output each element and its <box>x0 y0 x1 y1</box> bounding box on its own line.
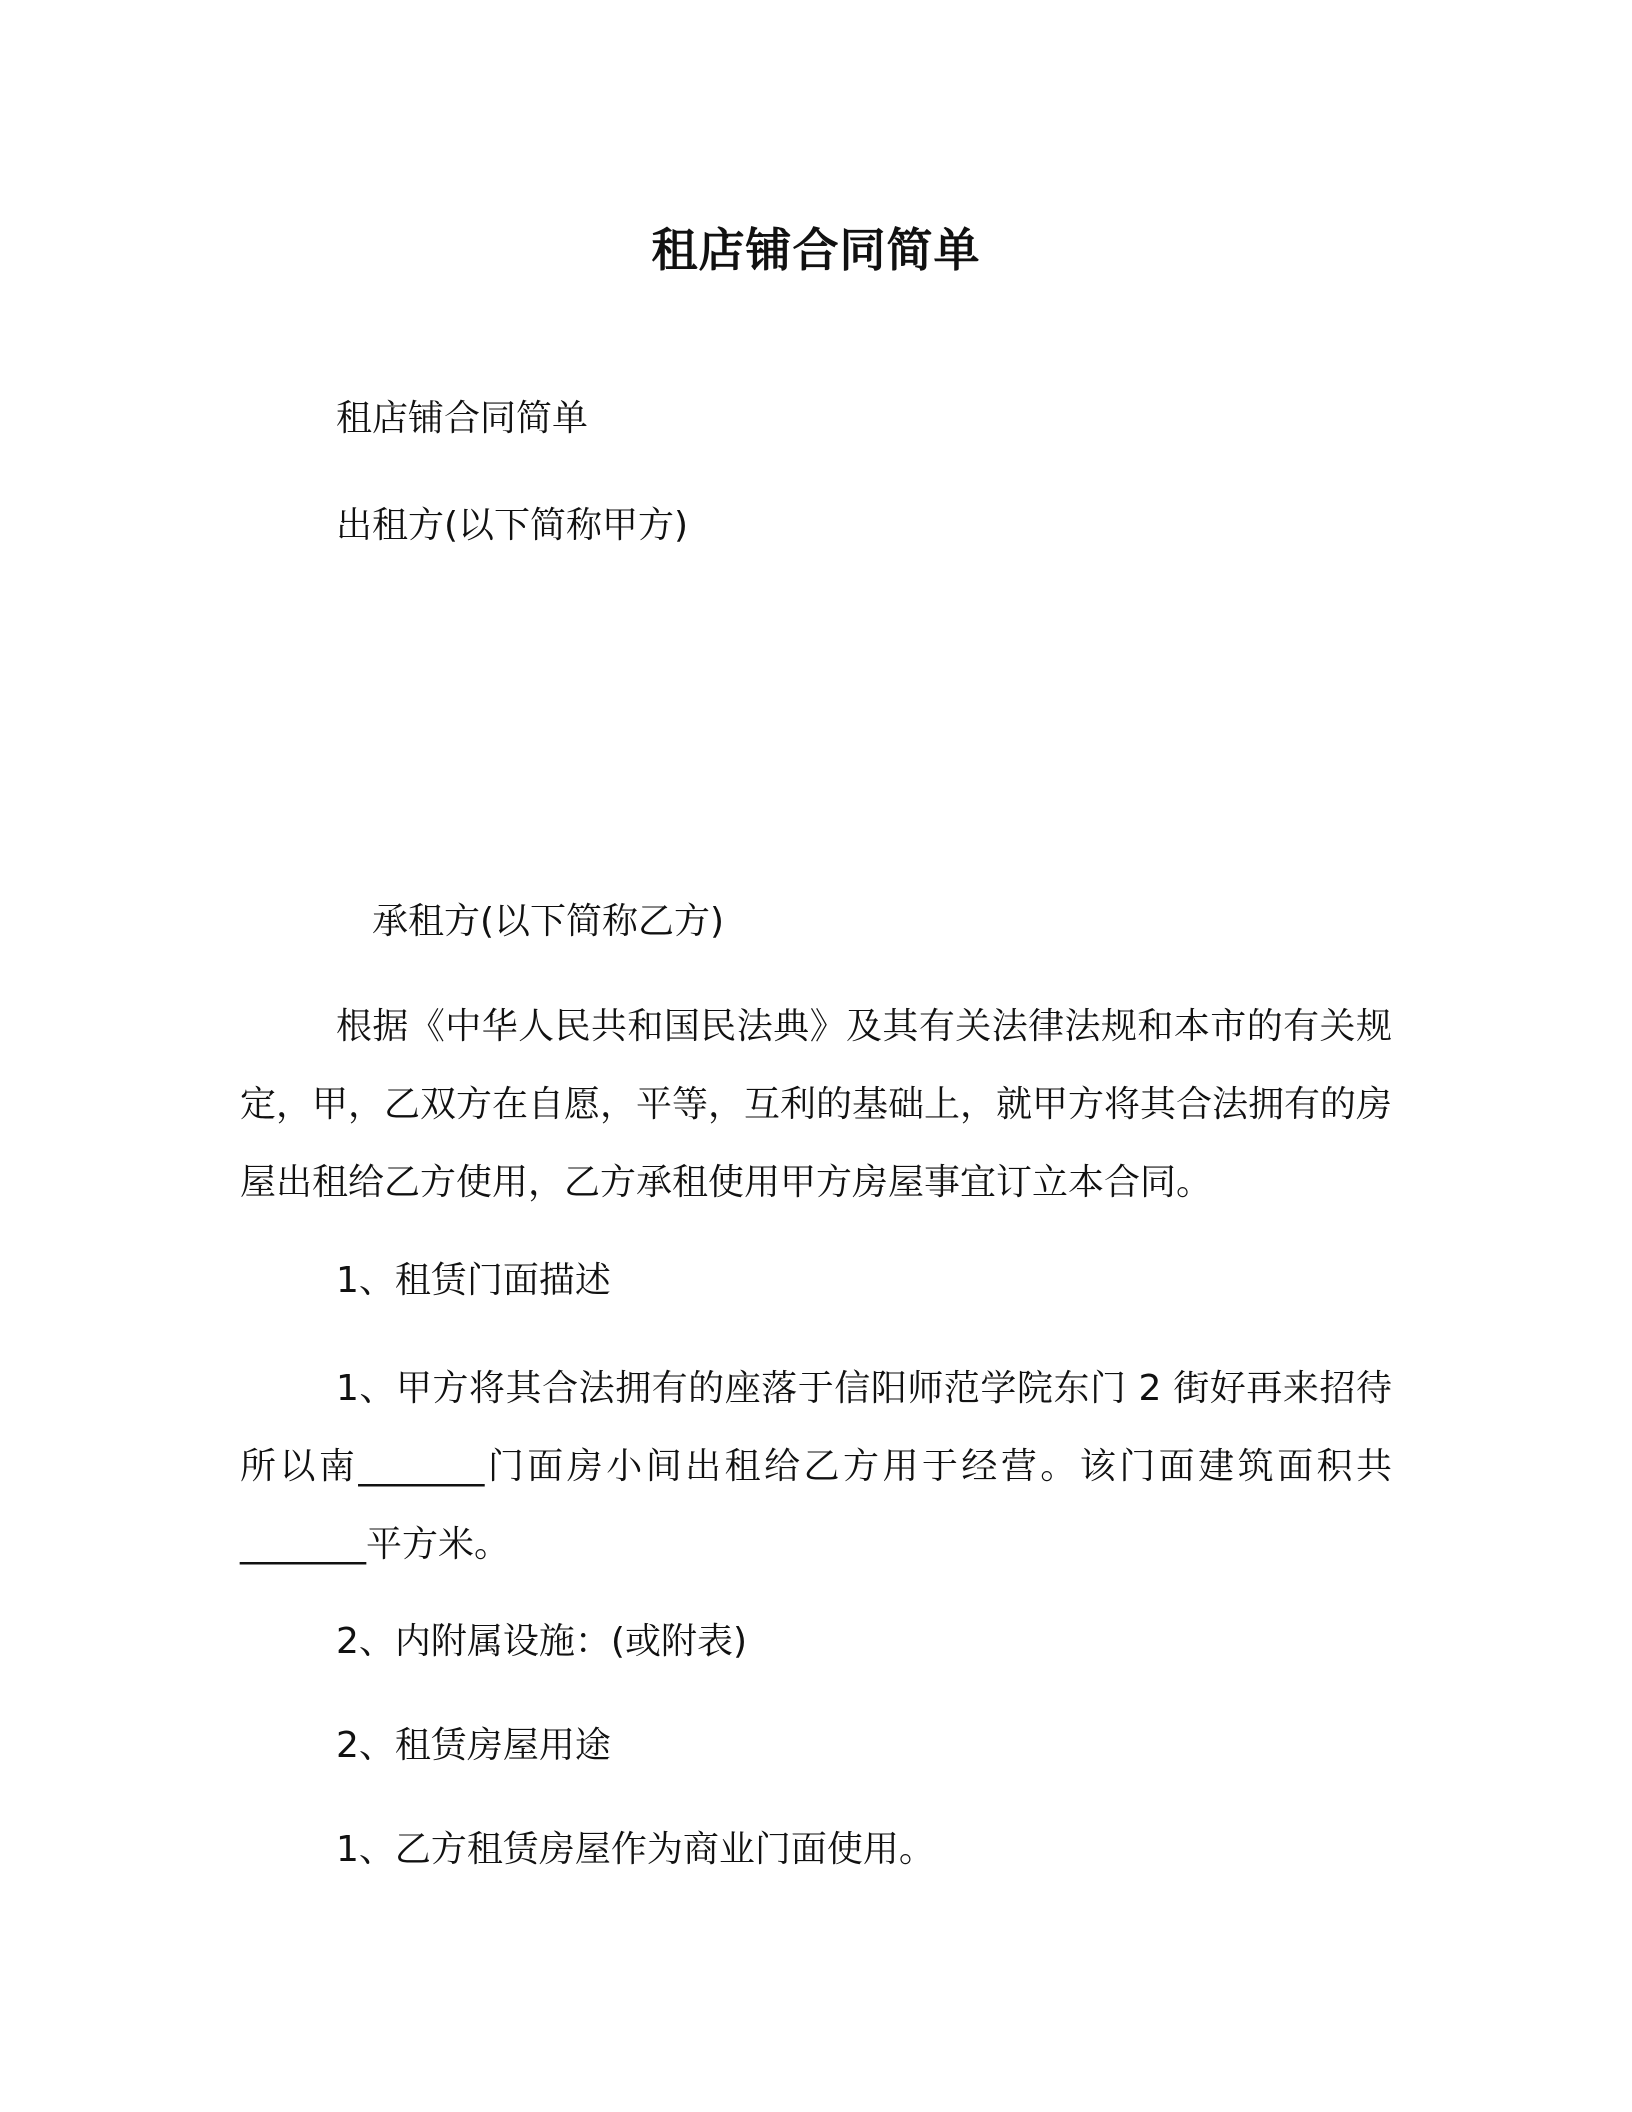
section2-item1: 1、乙方租赁房屋作为商业门面使用。 <box>336 1829 935 1870</box>
section1-heading: 1、租赁门面描述 <box>336 1260 611 1301</box>
document-title: 租店铺合同简单 <box>651 223 981 277</box>
document-subtitle: 租店铺合同简单 <box>336 398 589 439</box>
lessee-line: 承租方(以下简称乙方) <box>372 901 725 942</box>
section1-item2: 2、内附属设施：(或附表) <box>336 1621 747 1662</box>
preamble-paragraph: 根据《中华人民共和国民法典》及其有关法律法规和本市的有关规定，甲，乙双方在自愿，平等，互利的基础上，就甲方将其合法拥有的房屋出租给乙方使用，乙方承租使用甲方房屋事宜订立本合同。 <box>240 1006 1393 1203</box>
section1-item1-paragraph: 1、甲方将其合法拥有的座落于信阳师范学院东门 2 街好再来招待所以南_______门面房小间出租给乙方用于经营。该门面建筑面积共_______平方米。 <box>240 1368 1392 1565</box>
section2-heading: 2、租赁房屋用途 <box>336 1725 611 1766</box>
lessor-line: 出租方(以下简称甲方) <box>336 505 689 546</box>
